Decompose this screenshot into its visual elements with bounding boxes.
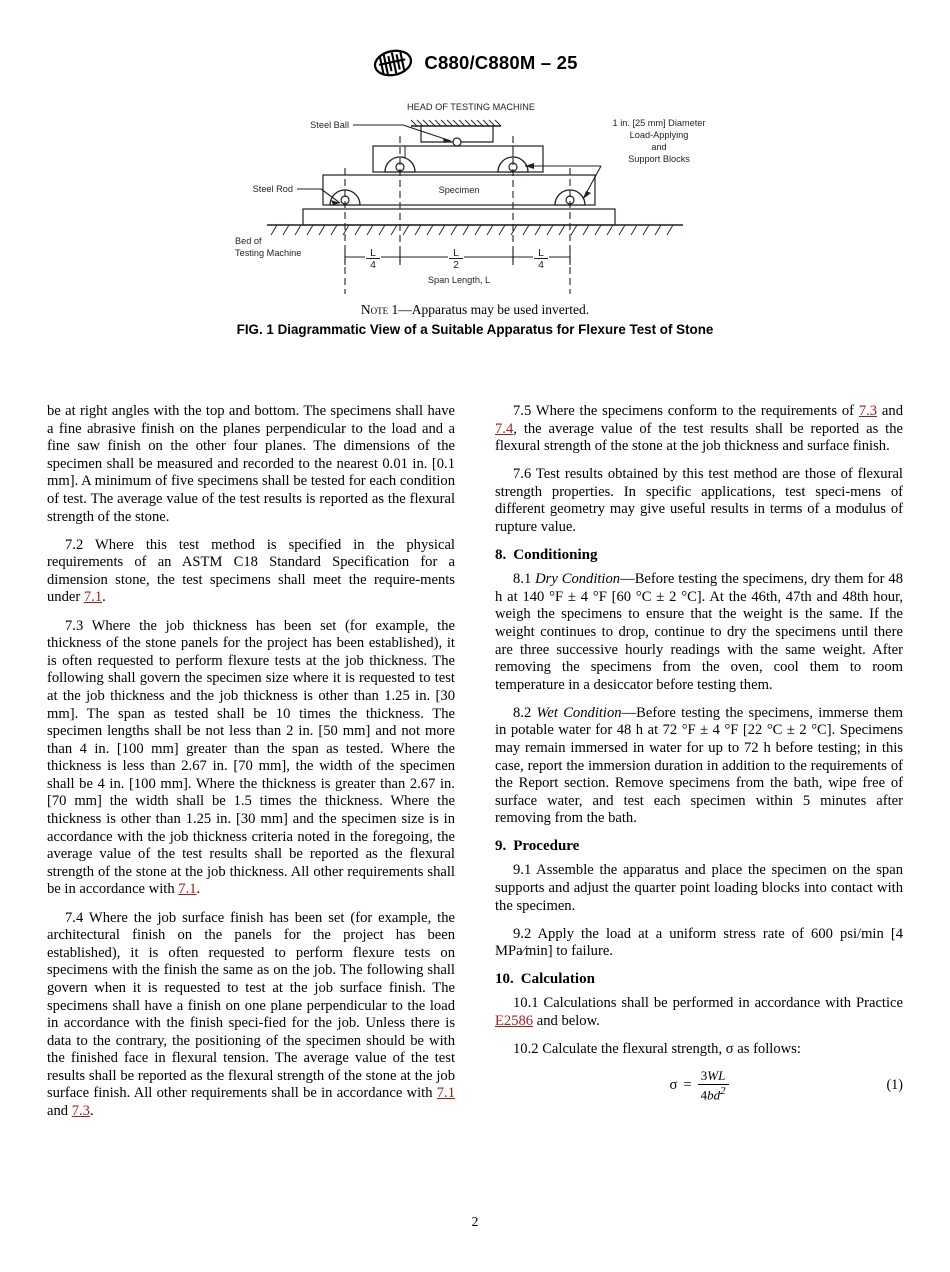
paragraph-8-2-term: Wet Condition bbox=[536, 704, 622, 721]
paragraph-8-1-term: Dry Condition bbox=[535, 571, 621, 588]
paragraph-10-1-text-a: 10.1 Calculations shall be performed in accordance with Practice bbox=[513, 995, 903, 1012]
label-head-of-testing-machine: HEAD OF TESTING MACHINE bbox=[407, 102, 535, 112]
paragraph-7-1-continued: be at right angles with the top and bottom. The specimens shall have a fine abrasive finish on the planes perpendicular to the load and a fine saw finish on the other four planes. The dimensions of the specimen shall be measured and recorded to the nearest 0.01 in. [0.1 mm]. A minimum of five specimens shall be tested for each condition of test. The average value of the test results is reported as the flexural strength of the stone. bbox=[47, 403, 455, 525]
dim-quarter-right-numerator: L bbox=[538, 247, 544, 259]
link-e2586[interactable]: E2586 bbox=[495, 1013, 534, 1030]
paragraph-8-1-text: —Before testing the specimens, dry them for 48 h at 140 °F ± 4 °F [60 °C ± 2 °C]. At the 46th, 47th and 48th hour, weigh the specimens to ensure that the weight is the same. If the weight continues to drop, continue to dry the specimens until there are three successive hourly readings with the same weight. After removing the specimens from the oven, cool them to room temperature in a desiccator before testing them. bbox=[495, 571, 903, 693]
section-heading-9 bbox=[495, 838, 903, 855]
section-heading-8 bbox=[495, 547, 903, 564]
paragraph-7-2-text-b: . bbox=[102, 589, 106, 606]
paragraph-7-4-text-b: . bbox=[89, 1103, 94, 1120]
paragraph-7-3-text-a: 7.3 Where the job thickness has been set (for example, the thickness of the stone panels for the project has been established), it is often requested to perform flexure tests at the job thickness. The following shall govern the specimen size where it is requested to test at the job thickness and the job thickness is other than 1.25 in. [30 mm]. The span as tested shall be 10 times the thickness. The specimen lengths shall be not less than 2 in. [50 mm] and not more than 4 in. [100 mm] greater than the span as tested. Where the thickness is less than 2.67 in. [70 mm], the width of the specimen shall be 4 in. [100 mm]. Where the thickness is greater than 2.67 in. [70 mm] the width shall be 1.5 times the thickness. Where the thickness is other than 1.25 in. [30 mm] and the specimen size is in accordance with the job thickness criteria noted in the foregoing, the average value of the test results shall be reported as the flexural strength of the stone at the job thickness. All other requirements shall be in accordance with bbox=[47, 617, 455, 898]
label-blocks-line4: Support Blocks bbox=[628, 154, 690, 164]
figure-note-text: —Apparatus may be used inverted. bbox=[398, 302, 590, 317]
page-number: 2 bbox=[471, 1214, 479, 1229]
link-7-1[interactable]: 7.1 bbox=[83, 589, 103, 606]
flexure-apparatus-diagram bbox=[225, 96, 725, 296]
figure-note-label: Note 1 bbox=[360, 302, 399, 317]
paragraph-7-5-text-b: , the average value of the test results shall be reported as the flexural strength of the stone at the job thickness and surface finish. bbox=[495, 420, 903, 455]
label-specimen: Specimen bbox=[438, 185, 480, 195]
link-7-1[interactable]: 7.1 bbox=[436, 1085, 455, 1102]
label-steel-rod: Steel Rod bbox=[252, 184, 293, 194]
dim-half-denominator: 2 bbox=[453, 259, 459, 271]
paragraph-7-5 bbox=[495, 403, 903, 456]
equation-1-row bbox=[495, 1069, 903, 1102]
label-bed-line2: Testing Machine bbox=[235, 248, 302, 258]
section-10-title: Calculation bbox=[520, 971, 595, 988]
label-blocks-line2: Load-Applying bbox=[629, 130, 689, 140]
paragraph-10-1 bbox=[495, 995, 903, 1030]
equation-denominator-exponent: 2 bbox=[720, 1084, 726, 1097]
dim-quarter-left-numerator: L bbox=[370, 247, 376, 259]
dim-quarter-right-denominator: 4 bbox=[538, 259, 544, 271]
section-9-number: 9. bbox=[495, 838, 507, 855]
equation-denominator bbox=[698, 1084, 729, 1102]
paragraph-8-2 bbox=[495, 705, 903, 828]
section-9-title: Procedure bbox=[513, 838, 580, 855]
paragraph-7-6: 7.6 Test results obtained by this test method are those of flexural strength properties. In specific applications, test speci-mens of different geometry may give useful results in terms of a modulus of rupture value. bbox=[495, 466, 903, 536]
paragraph-7-3 bbox=[47, 618, 455, 900]
left-column bbox=[47, 403, 455, 1203]
equation-fraction bbox=[698, 1069, 729, 1102]
right-column bbox=[495, 403, 903, 1203]
body-columns bbox=[47, 403, 903, 1203]
section-8-title: Conditioning bbox=[513, 547, 598, 564]
label-blocks-line3: and bbox=[651, 142, 667, 152]
paragraph-8-2-number: 8.2 bbox=[513, 704, 537, 721]
page-header bbox=[0, 46, 950, 80]
paragraph-7-5-text-a: 7.5 Where the specimens conform to the requirements of bbox=[513, 403, 859, 419]
equation-numerator bbox=[698, 1069, 729, 1084]
label-steel-ball: Steel Ball bbox=[310, 120, 349, 130]
section-10-number: 10. bbox=[495, 971, 514, 988]
label-span-length: Span Length, L bbox=[427, 275, 491, 285]
equation-numerator-vars: WL bbox=[707, 1068, 726, 1084]
equation-number: (1) bbox=[886, 1077, 903, 1094]
paragraph-10-2: 10.2 Calculate the flexural strength, σ as follows: bbox=[513, 1041, 801, 1058]
paragraph-10-1-text-b: and below. bbox=[533, 1013, 600, 1030]
paragraph-7-4-conjunction: and bbox=[47, 1103, 72, 1120]
figure-caption: FIG. 1 Diagrammatic View of a Suitable Apparatus for Flexure Test of Stone bbox=[236, 322, 714, 337]
paragraph-9-1: 9.1 Assemble the apparatus and place the specimen on the span supports and adjust the quarter point loading blocks into contact with the specimen. bbox=[495, 862, 903, 914]
paragraph-8-2-text: —Before testing the specimens, immerse them in potable water for 48 h at 72 °F ± 4 °F [22 °C ± 2 °C]. Specimens may remain immersed in water for up to 72 h before testing; in this case, report the immersion duration in addition to the requirements of the Report section. Remove specimens from the bath, wipe free of surface water, and test each specimen within 5 minutes after removing from the bath. bbox=[495, 704, 903, 827]
equation-denominator-coeff: 4 bbox=[700, 1087, 708, 1103]
equation-numerator-coeff: 3 bbox=[700, 1068, 708, 1084]
section-heading-10 bbox=[495, 971, 903, 988]
equation-denominator-vars: bd bbox=[707, 1087, 721, 1103]
standard-designation: C880/C880M – 25 bbox=[424, 52, 578, 73]
dim-quarter-left-denominator: 4 bbox=[370, 259, 376, 271]
label-blocks-line1: 1 in. [25 mm] Diameter bbox=[612, 118, 706, 128]
paragraph-7-4 bbox=[47, 910, 455, 1121]
paragraph-8-1 bbox=[495, 571, 903, 694]
link-7-3[interactable]: 7.3 bbox=[858, 403, 878, 419]
paragraph-7-4-text-a: 7.4 Where the job surface finish has been set (for example, the architectural finish on the panels for the project has been established), it is often requested to perform flexure tests on specimens with the finish the same as on the job. The following shall govern when it is requested to test at the job surface finish. The specimens shall have a finish on one plane perpendicular to the load in accordance with the finish speci-fied for the job. Unless there is data to the contrary, the positioning of the specimen should be with the finished face in flexural tension. The average value of the test results shall be reported as the flexural strength of the stone at the job surface finish. All other requirements shall be in accordance with bbox=[47, 909, 455, 1102]
paragraph-7-2-text-a: 7.2 Where this test method is specified in the physical requirements of an ASTM C18 Standard Specification for a dimension stone, the test specimens shall meet the require-ments under bbox=[47, 536, 455, 606]
paragraph-9-2: 9.2 Apply the load at a uniform stress rate of 600 psi/min [4 MPa⁄min] to failure. bbox=[495, 925, 903, 960]
figure-1 bbox=[0, 96, 950, 337]
equation-1 bbox=[669, 1069, 728, 1102]
figure-note bbox=[0, 302, 950, 318]
paragraph-7-5-conjunction: and bbox=[877, 403, 903, 419]
label-bed-line1: Bed of bbox=[235, 236, 262, 246]
equation-lhs: σ bbox=[669, 1077, 678, 1094]
equation-equals: = bbox=[683, 1077, 692, 1094]
dim-half-numerator: L bbox=[453, 247, 459, 259]
paragraph-7-2 bbox=[47, 537, 455, 607]
link-7-4[interactable]: 7.4 bbox=[495, 420, 514, 437]
paragraph-7-3-text-b: . bbox=[196, 881, 201, 898]
section-8-number: 8. bbox=[495, 547, 507, 564]
link-7-1[interactable]: 7.1 bbox=[178, 881, 197, 898]
astm-logo bbox=[372, 46, 414, 80]
paragraph-8-1-number: 8.1 bbox=[513, 571, 536, 588]
link-7-3[interactable]: 7.3 bbox=[71, 1103, 90, 1120]
